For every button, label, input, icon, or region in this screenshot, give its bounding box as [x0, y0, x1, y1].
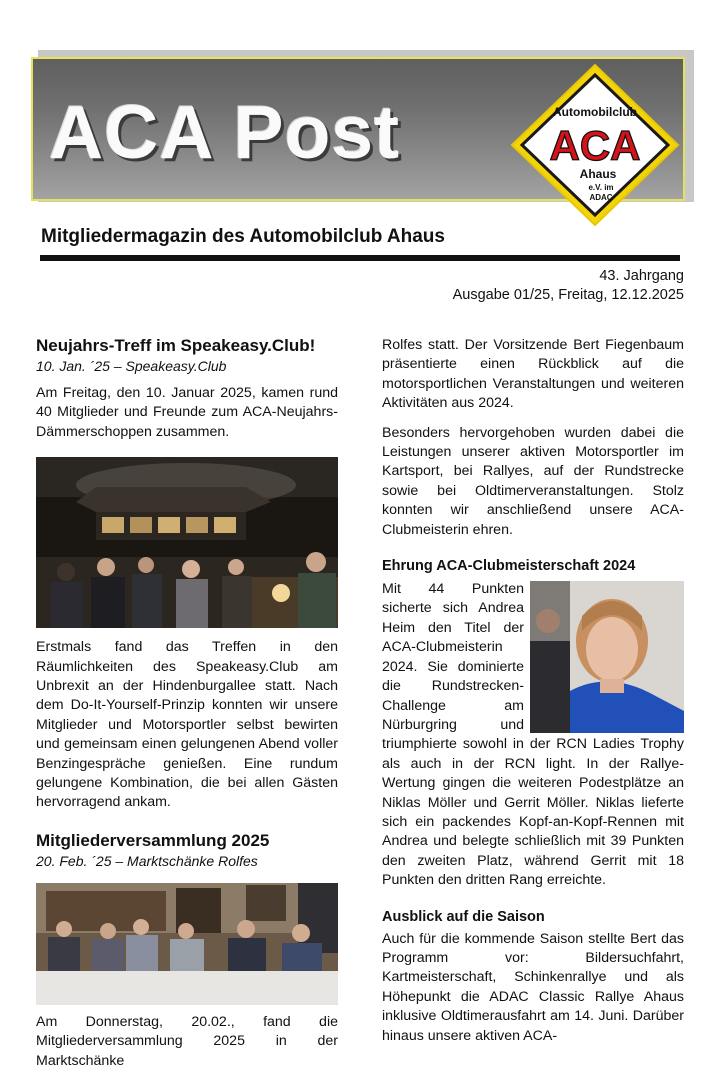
- logo-line2-text: ADAC: [589, 193, 613, 202]
- issue-year: 43. Jahrgang: [599, 268, 684, 284]
- logo-top-text: Automobilclub: [553, 105, 637, 119]
- aca-club-logo: [508, 62, 682, 228]
- champion-portrait-photo: [530, 581, 684, 733]
- left-column: [36, 336, 338, 1071]
- logo-city-text: Ahaus: [579, 167, 617, 181]
- member-meeting-photo: [36, 883, 338, 1005]
- article-paragraph: Besonders hervorgehoben wurden dabei die Leistungen unserer aktiven Motorsportler im Kartsport, bei Rallyes, auf der Rundstrecke sowie bei Oldtimerveranstaltungen. Stolz konnten wir anschließend unsere ACA-Clubmeisterin ehren.: [382, 424, 684, 538]
- article-paragraph: Mit 44 Punkten sicherte sich Andrea Heim den Titel der ACA-Clubmeisterin 2024. Sie dominierte die Rundstrecken-Challenge am Nürburgring und triumphierte sowohl in der RCN Ladies Trophy als auch in der RCN light. In der Rallye-Wertung gingen die weiteren Podestplätze an Niklas Möller und Gerrit Möller. Niklas lieferte sich ein packendes Kopf-an-Kopf-Rennen mit Andrea und belegte schließlich mit 39 Punkten den zweiten Platz, während Gerrit mit 18 Punkten den dritten Rang erreichte.: [382, 581, 684, 889]
- right-column: [382, 336, 684, 1046]
- section-heading: Ausblick auf die Saison: [382, 908, 545, 925]
- section-heading: Ehrung ACA-Clubmeisterschaft 2024: [382, 558, 636, 575]
- logo-line1-text: e.V. im: [588, 183, 614, 192]
- article-paragraph: Rolfes statt. Der Vorsitzende Bert Fiegenbaum präsentierte einen Rückblick auf die motorsportlichen Veranstaltungen und weiteren Aktivitäten aus 2024.: [382, 337, 684, 412]
- issue-info: [453, 267, 684, 305]
- article-heading: Mitgliederversammlung 2025: [36, 830, 270, 850]
- issue-edition: Ausgabe 01/25, Freitag, 12.12.2025: [452, 287, 684, 303]
- article-paragraph: Erstmals fand das Treffen in den Räumlichkeiten des Speakeasy.Club am Unbrexit an der Hindenburgallee statt. Nach dem Do-It-Yourself-Prinzip konnten wir unsere Mitglieder und Motorsportler selbst bewirten und gemeinsam einen gelungenen Abend voller Benzingespräche genießen. Eine rundum gelungene Kombination, die bei allen Gästen hervorragend ankam.: [36, 639, 338, 811]
- article-paragraph: Am Freitag, den 10. Januar 2025, kamen rund 40 Mitglieder und Freunde zum ACA-Neujahrs-Dämmerschoppen zusammen.: [36, 385, 338, 440]
- article-heading: Neujahrs-Treff im Speakeasy.Club!: [36, 336, 316, 355]
- header-divider: [40, 255, 680, 261]
- article-paragraph: Auch für die kommende Saison stellte Bert das Programm vor: Bildersuchfahrt, Kartmeisterschaft, Schinkenrallye und als Höhepunkt die ADAC Classic Rallye Ahaus inklusive Oldtimerausfahrt am 14. Juni. Darüber hinaus unsere aktiven ACA-: [382, 930, 684, 1044]
- masthead-title: ACA Post: [49, 90, 401, 174]
- article-paragraph: Am Donnerstag, 20.02., fand die Mitgliederversammlung 2025 in der Marktschänke: [36, 1013, 338, 1069]
- champion-section: [382, 580, 684, 891]
- magazine-subtitle: Mitgliedermagazin des Automobilclub Ahaus: [41, 226, 445, 247]
- article-subheading: 20. Feb. ´25 – Marktschänke Rolfes: [36, 852, 258, 869]
- logo-main-text: ACA: [549, 122, 641, 169]
- article-subheading: 10. Jan. ´25 – Speakeasy.Club: [36, 358, 227, 374]
- speakeasy-bar-photo: [36, 457, 338, 628]
